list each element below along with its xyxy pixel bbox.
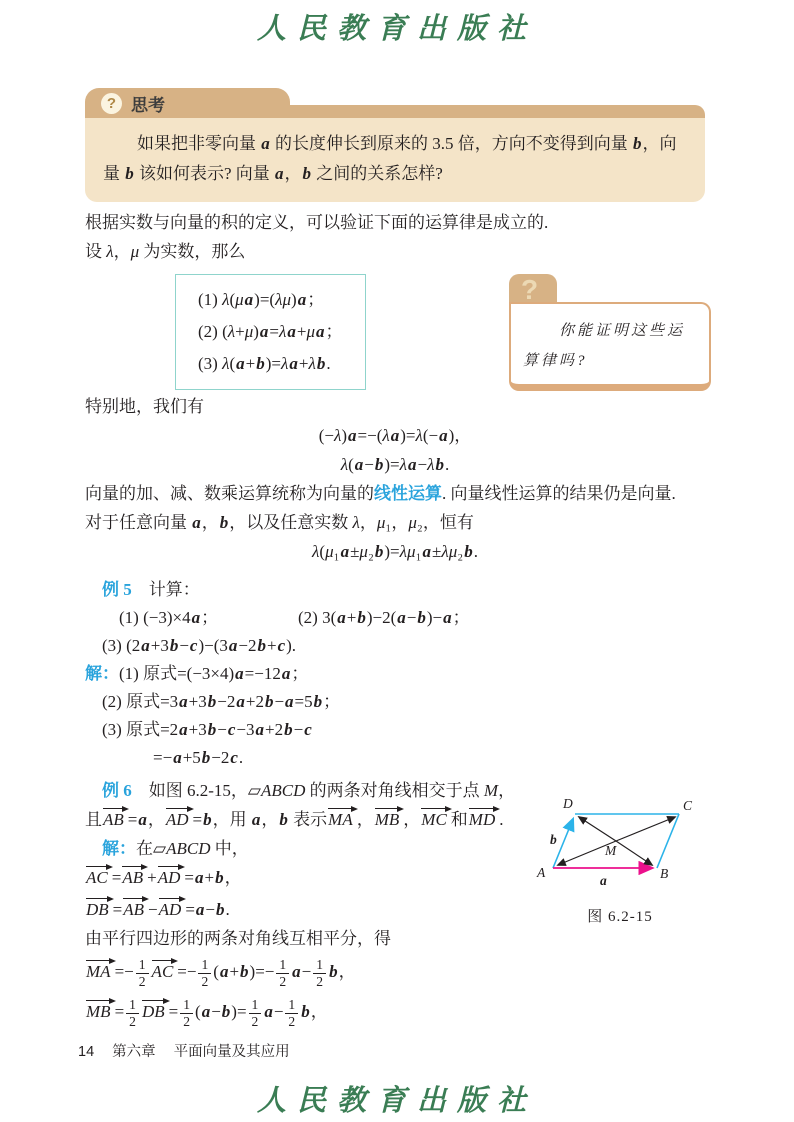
point-label-m: M: [605, 843, 617, 858]
page-number: 14: [78, 1044, 95, 1060]
formula-lambda-minus: λ(a−b)=λa−λb.: [340, 455, 450, 474]
law-3: (3) λ(a+b)=λa+λb.: [198, 354, 331, 373]
law-1: (1) λ(μa)=(λμ)a；: [198, 290, 325, 309]
think-box-title: 思考: [131, 95, 165, 115]
publisher-logo-bottom: 人民教育出版社: [256, 1083, 537, 1117]
linear-operations-paragraph: 向量的加、减、数乘运算统称为向量的线性运算. 向量线性运算的结果仍是向量.: [85, 484, 676, 503]
example-5-questions-1-2: [85, 604, 705, 632]
intro-paragraph-2: 设 λ，μ 为实数，那么: [85, 242, 246, 261]
example-6-formula-db: DB =AB −AD =a−b.: [85, 894, 705, 926]
formula-neg-lambda: (−λ)a=−(λa)=λ(−a)，: [318, 426, 472, 445]
vector-mb: [616, 841, 652, 865]
margin-note-text: 你能证明这些运算律吗?: [523, 323, 686, 369]
think-box-body: [85, 118, 705, 202]
example-5-label: 例 5: [102, 580, 132, 599]
example-5-s3-continued: =−a+5b−2c.: [153, 748, 244, 767]
vertex-label-a: A: [537, 865, 546, 880]
page-content: [85, 88, 705, 1032]
question-mark-icon: ?: [521, 274, 539, 302]
vector-label-b: b: [550, 832, 557, 847]
laws-row: [85, 274, 705, 392]
think-box-tab-row: [85, 88, 705, 118]
question-circle-icon: ?: [101, 93, 122, 114]
parallelogram-diagram: [525, 792, 715, 892]
think-box-text: 如果把非零向量 a 的长度伸长到原来的 3.5 倍，方向不变得到向量 b，向量 b 该如何表示? 向量 a，b 之间的关系怎样?: [103, 134, 677, 183]
example-5-q2: (2) 3(a+b)−2(a−b)−a；: [298, 608, 470, 627]
think-box-tab: [85, 88, 290, 118]
publisher-logo-top: 人民教育出版社: [256, 11, 537, 45]
example-6-formula-ac: AC =AB +AD =a+b，: [85, 862, 705, 894]
intro-paragraph-1: 根据实数与向量的积的定义，可以验证下面的运算律是成立的.: [85, 213, 549, 232]
page-footer: [78, 1040, 290, 1061]
side-bc: [657, 814, 679, 868]
example-6-formula-ma: MA =− $\frac{1}{2}$ AC =− $\frac{1}{2}$ (a+b)=− $\frac{1}{2}$ a− $\frac{1}{2}$ b，: [86, 957, 356, 989]
example-5-s3: (3) 原式=2a+3b−c−3a+2b−c: [102, 720, 312, 739]
vector-mc: [616, 817, 675, 841]
figure-6-2-15: [525, 792, 715, 926]
vertex-label-d: D: [563, 796, 573, 811]
margin-note-body: [509, 302, 711, 391]
example-5-s1: (1) 原式=(−3×4)a=−12a；: [119, 664, 309, 683]
margin-note-tab: [509, 274, 557, 302]
example-5-solution-label: 解：: [85, 664, 119, 683]
margin-note: [509, 274, 711, 391]
example-5-s2: (2) 原式=3a+3b−2a+2b−a=5b；: [102, 692, 341, 711]
formula-mu1-mu2: λ(μ₁a±μ₂b)=λμ₁a±λμ₂b.: [312, 542, 478, 561]
example-6-sline: 在▱ABCD 中，: [136, 839, 249, 858]
example-6-line2: 且AB =a，AD =b，用 a，b 表示MA ，MB ，MC 和MD .: [85, 804, 705, 836]
example-5-q1: (1) (−3)×4a；: [119, 608, 219, 627]
arbitrary-vectors-paragraph: 对于任意向量 a，b，以及任意实数 λ，μ₁，μ₂，恒有: [85, 513, 474, 532]
chapter-label: 第六章: [112, 1044, 156, 1060]
example-5-heading: [85, 576, 705, 604]
figure-caption: 图 6.2-15: [587, 909, 653, 925]
law-2: (2) (λ+μ)a=λa+μa；: [198, 322, 343, 341]
example-5: [85, 576, 705, 772]
vector-label-a: a: [600, 873, 607, 888]
think-box-tab-strip: [285, 105, 705, 118]
think-box: [85, 88, 705, 202]
example-5-q3: (3) (2a+3b−c)−(3a−2b+c).: [102, 636, 297, 655]
example-6: [85, 778, 705, 1032]
example-6-solution-label: 解：: [102, 839, 136, 858]
operation-laws-box: [175, 274, 366, 390]
vector-md: [579, 817, 616, 841]
special-lead: 特别地，我们有: [85, 397, 204, 416]
example-6-formula-mb: MB = $\frac{1}{2}$ DB = $\frac{1}{2}$ (a−b)= $\frac{1}{2}$ a− $\frac{1}{2}$ b，: [86, 997, 328, 1029]
vertex-label-b: B: [660, 866, 669, 881]
example-6-label: 例 6: [102, 781, 132, 800]
example-6-bisect-paragraph: 由平行四边形的两条对角线互相平分，得: [85, 929, 391, 948]
example-5-title: 计算：: [148, 580, 200, 599]
chapter-title: 平面向量及其应用: [173, 1044, 290, 1060]
example-5-solution-line-1: [85, 660, 705, 688]
vertex-label-c: C: [683, 798, 693, 813]
example-6-line1: 如图 6.2-15，▱ABCD 的两条对角线相交于点 M，: [148, 781, 516, 800]
